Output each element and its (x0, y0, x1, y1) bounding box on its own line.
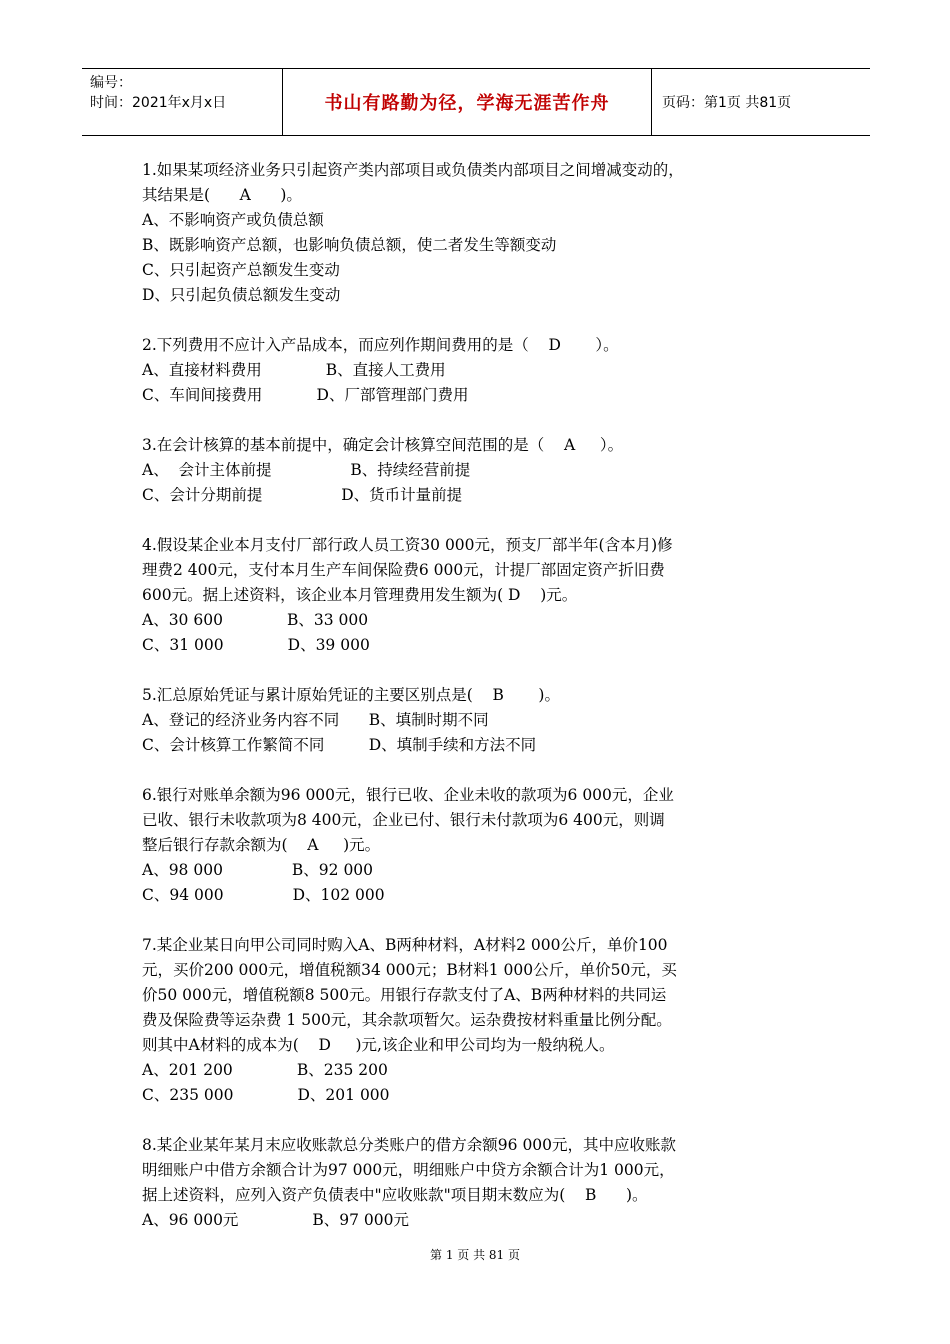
question-line: A、不影响资产或负债总额 (142, 211, 324, 229)
question-line: C、车间间接费用 D、厂部管理部门费用 (142, 386, 469, 404)
header-motto: 书山有路勤为径，学海无涯苦作舟 (282, 69, 652, 135)
question-line: C、235 000 D、201 000 (142, 1086, 390, 1104)
question-line: 8.某企业某年某月末应收账款总分类账户的借方余额96 000元，其中应收账款 (142, 1136, 677, 1154)
question-4 (142, 533, 812, 658)
question-line: 其结果是( A )。 (142, 186, 302, 204)
question-line: 据上述资料，应列入资产负债表中"应收账款"项目期末数应为( B )。 (142, 1186, 648, 1204)
question-line: 价50 000元，增值税额8 500元。用银行存款支付了A、B两种材料的共同运 (142, 986, 667, 1004)
question-8 (142, 1133, 812, 1233)
question-line: C、只引起资产总额发生变动 (142, 261, 340, 279)
question-line: 已收、银行未收款项为8 400元，企业已付、银行未付款项为6 400元，则调 (142, 811, 665, 829)
question-line: 7.某企业某日向甲公司同时购入A、B两种材料，A材料2 000公斤，单价100 (142, 936, 668, 954)
date-label: 时间：2021年x月x日 (90, 95, 227, 111)
question-line: A、30 600 B、33 000 (142, 611, 369, 629)
question-line: 4.假设某企业本月支付厂部行政人员工资30 000元，预支厂部半年(含本月)修 (142, 536, 673, 554)
question-line: 元，买价200 000元，增值税额34 000元；B材料1 000公斤，单价50元，买 (142, 961, 677, 979)
question-1 (142, 158, 812, 308)
question-line: A、98 000 B、92 000 (142, 861, 374, 879)
question-line: C、会计核算工作繁简不同 D、填制手续和方法不同 (142, 736, 537, 754)
question-line: C、31 000 D、39 000 (142, 636, 370, 654)
header-page-info: 页码：第1页 共81页 (662, 95, 792, 111)
question-line: D、只引起负债总额发生变动 (142, 286, 341, 304)
question-2 (142, 333, 812, 408)
question-line: 5.汇总原始凭证与累计原始凭证的主要区别点是( B )。 (142, 686, 560, 704)
question-7 (142, 933, 812, 1108)
question-5 (142, 683, 812, 758)
question-3 (142, 433, 812, 508)
question-line: 理费2 400元，支付本月生产车间保险费6 000元，计提厂部固定资产折旧费 (142, 561, 665, 579)
question-line: 则其中A材料的成本为( D )元,该企业和甲公司均为一般纳税人。 (142, 1036, 615, 1054)
question-line: 明细账户中借方余额合计为97 000元，明细账户中贷方余额合计为1 000元， (142, 1161, 675, 1179)
question-line: C、94 000 D、102 000 (142, 886, 385, 904)
question-line: 1.如果某项经济业务只引起资产类内部项目或负债类内部项目之间增减变动的， (142, 161, 684, 179)
question-line: A、直接材料费用 B、直接人工费用 (142, 361, 446, 379)
question-line: B、既影响资产总额，也影响负债总额，使二者发生等额变动 (142, 236, 557, 254)
question-6 (142, 783, 812, 908)
page-header (82, 68, 870, 136)
question-line: A、96 000元 B、97 000元 (142, 1211, 409, 1229)
question-line: A、201 200 B、235 200 (142, 1061, 388, 1079)
question-line: 2.下列费用不应计入产品成本，而应列作期间费用的是（ D ）。 (142, 336, 619, 354)
document-number-label: 编号： (90, 75, 132, 91)
question-line: C、会计分期前提 D、货币计量前提 (142, 486, 463, 504)
question-line: 6.银行对账单余额为96 000元，银行已收、企业未收的款项为6 000元，企业 (142, 786, 674, 804)
header-info (82, 69, 282, 135)
question-line: A、 会计主体前提 B、持续经营前提 (142, 461, 471, 479)
page-footer: 第 1 页 共 81 页 (430, 1248, 520, 1262)
question-line: 600元。据上述资料，该企业本月管理费用发生额为( D )元。 (142, 586, 578, 604)
question-list (142, 158, 812, 1258)
question-line: 费及保险费等运杂费 1 500元，其余款项暂欠。运杂费按材料重量比例分配。 (142, 1011, 672, 1029)
question-line: 整后银行存款余额为( A )元。 (142, 836, 381, 854)
question-line: 3.在会计核算的基本前提中，确定会计核算空间范围的是（ A ）。 (142, 436, 624, 454)
question-line: A、登记的经济业务内容不同 B、填制时期不同 (142, 711, 489, 729)
